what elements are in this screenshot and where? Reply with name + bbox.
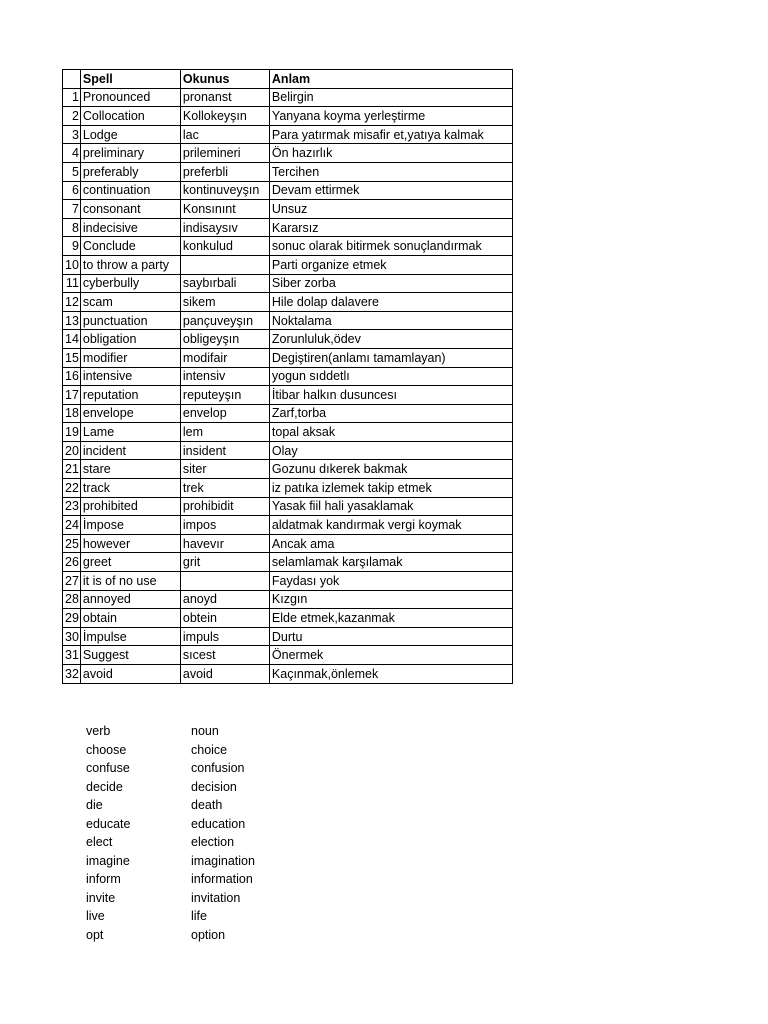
- anlam-cell: Kararsız: [269, 218, 512, 237]
- table-row: [63, 107, 513, 126]
- noun-cell: education: [191, 816, 246, 831]
- table-row: [63, 218, 513, 237]
- row-number: 21: [63, 460, 81, 479]
- table-row: [63, 88, 513, 107]
- table-row: [63, 441, 513, 460]
- row-number: 13: [63, 311, 81, 330]
- row-number: 17: [63, 386, 81, 405]
- table-row: [63, 181, 513, 200]
- spell-cell: preferably: [80, 162, 180, 181]
- verb-noun-row: [86, 889, 255, 908]
- anlam-cell: Unsuz: [269, 200, 512, 219]
- spell-cell: to throw a party: [80, 255, 180, 274]
- noun-cell: confusion: [191, 761, 245, 775]
- okunus-cell: [180, 255, 269, 274]
- verb-cell: imagine: [86, 853, 130, 868]
- anlam-cell: aldatmak kandırmak vergi koymak: [269, 516, 512, 535]
- table-row: [63, 423, 513, 442]
- noun-cell: imagination: [191, 853, 255, 868]
- anlam-cell: Kaçınmak,önlemek: [269, 665, 512, 684]
- anlam-cell: sonuc olarak bitirmek sonuçlandırmak: [269, 237, 512, 256]
- spell-cell: obligation: [80, 330, 180, 349]
- anlam-cell: Elde etmek,kazanmak: [269, 609, 512, 628]
- anlam-cell: Faydası yok: [269, 572, 512, 591]
- verb-cell: decide: [86, 779, 123, 794]
- table-row: [63, 609, 513, 628]
- row-number: 7: [63, 200, 81, 219]
- spell-cell: track: [80, 479, 180, 498]
- verb-noun-header: [86, 722, 255, 741]
- anlam-cell: Para yatırmak misafir et,yatıya kalmak: [269, 125, 512, 144]
- okunus-cell: saybırbali: [180, 274, 269, 293]
- okunus-cell: lac: [180, 125, 269, 144]
- okunus-cell: Kollokeyşın: [180, 107, 269, 126]
- row-number: 3: [63, 125, 81, 144]
- row-number: 30: [63, 627, 81, 646]
- okunus-cell: envelop: [180, 404, 269, 423]
- row-number: 5: [63, 162, 81, 181]
- spell-cell: punctuation: [80, 311, 180, 330]
- table-row: [63, 590, 513, 609]
- table-row: [63, 200, 513, 219]
- verb-cell: educate: [86, 816, 131, 831]
- verb-cell: invite: [86, 890, 116, 905]
- table-row: [63, 162, 513, 181]
- anlam-cell: Parti organize etmek: [269, 255, 512, 274]
- spell-cell: consonant: [80, 200, 180, 219]
- okunus-cell: trek: [180, 479, 269, 498]
- noun-cell: information: [191, 872, 253, 886]
- table-row: [63, 534, 513, 553]
- okunus-cell: prilemineri: [180, 144, 269, 163]
- verb-cell: inform: [86, 872, 121, 886]
- table-row: [63, 367, 513, 386]
- row-number: 10: [63, 255, 81, 274]
- table-row: [63, 237, 513, 256]
- header-spell: Spell: [80, 70, 180, 89]
- row-number: 15: [63, 348, 81, 367]
- row-number: 14: [63, 330, 81, 349]
- row-number: 25: [63, 534, 81, 553]
- table-row: [63, 572, 513, 591]
- verb-cell: live: [86, 909, 105, 923]
- table-row: [63, 311, 513, 330]
- table-row: [63, 255, 513, 274]
- row-number: 23: [63, 497, 81, 516]
- row-number: 28: [63, 590, 81, 609]
- spell-cell: indecisive: [80, 218, 180, 237]
- anlam-cell: Devam ettirmek: [269, 181, 512, 200]
- table-row: [63, 497, 513, 516]
- okunus-cell: indisaysıv: [180, 218, 269, 237]
- anlam-cell: Gozunu dıkerek bakmak: [269, 460, 512, 479]
- spell-cell: Collocation: [80, 107, 180, 126]
- table-row: [63, 386, 513, 405]
- okunus-cell: anoyd: [180, 590, 269, 609]
- okunus-cell: reputeyşın: [180, 386, 269, 405]
- noun-cell: decision: [191, 779, 237, 794]
- table-header-row: [63, 70, 513, 89]
- table-row: [63, 125, 513, 144]
- verb-cell: elect: [86, 835, 113, 849]
- okunus-cell: impuls: [180, 627, 269, 646]
- spell-cell: stare: [80, 460, 180, 479]
- spell-cell: intensive: [80, 367, 180, 386]
- row-number: 4: [63, 144, 81, 163]
- noun-cell: option: [191, 927, 226, 942]
- table-row: [63, 293, 513, 312]
- okunus-cell: avoid: [180, 665, 269, 684]
- table-row: [63, 627, 513, 646]
- okunus-cell: havevır: [180, 534, 269, 553]
- noun-cell: death: [191, 798, 223, 812]
- verb-noun-row: [86, 833, 255, 852]
- spell-cell: it is of no use: [80, 572, 180, 591]
- anlam-cell: Hile dolap dalavere: [269, 293, 512, 312]
- okunus-cell: pançuveyşın: [180, 311, 269, 330]
- row-number: 2: [63, 107, 81, 126]
- verb-noun-row: [86, 852, 255, 871]
- verb-noun-row: [86, 926, 255, 945]
- table-row: [63, 348, 513, 367]
- anlam-cell: Yanyana koyma yerleştirme: [269, 107, 512, 126]
- spell-cell: avoid: [80, 665, 180, 684]
- header-anlam: Anlam: [269, 70, 512, 89]
- anlam-cell: Ancak ama: [269, 534, 512, 553]
- anlam-cell: Ön hazırlık: [269, 144, 512, 163]
- table-row: [63, 144, 513, 163]
- row-number: 19: [63, 423, 81, 442]
- anlam-cell: Durtu: [269, 627, 512, 646]
- okunus-cell: impos: [180, 516, 269, 535]
- noun-cell: choice: [191, 742, 228, 757]
- spell-cell: preliminary: [80, 144, 180, 163]
- verb-noun-body: [86, 741, 255, 945]
- row-number: 8: [63, 218, 81, 237]
- verb-header: verb: [86, 724, 111, 738]
- header-number: [63, 70, 81, 89]
- anlam-cell: Siber zorba: [269, 274, 512, 293]
- anlam-cell: yogun sıddetlı: [269, 367, 512, 386]
- row-number: 27: [63, 572, 81, 591]
- spell-cell: prohibited: [80, 497, 180, 516]
- anlam-cell: Noktalama: [269, 311, 512, 330]
- verb-cell: opt: [86, 927, 104, 942]
- okunus-cell: obtein: [180, 609, 269, 628]
- verb-noun-row: [86, 759, 255, 778]
- spell-cell: İmpulse: [80, 627, 180, 646]
- spell-cell: modifier: [80, 348, 180, 367]
- okunus-cell: prohibidit: [180, 497, 269, 516]
- okunus-cell: insident: [180, 441, 269, 460]
- vocab-table: [62, 69, 513, 684]
- okunus-cell: siter: [180, 460, 269, 479]
- anlam-cell: İtibar halkın dusuncesı: [269, 386, 512, 405]
- spell-cell: Pronounced: [80, 88, 180, 107]
- anlam-cell: topal aksak: [269, 423, 512, 442]
- row-number: 24: [63, 516, 81, 535]
- spell-cell: continuation: [80, 181, 180, 200]
- verb-noun-row: [86, 778, 255, 797]
- noun-header: noun: [191, 724, 219, 738]
- spell-cell: cyberbully: [80, 274, 180, 293]
- table-row: [63, 274, 513, 293]
- row-number: 22: [63, 479, 81, 498]
- verb-noun-row: [86, 815, 255, 834]
- row-number: 26: [63, 553, 81, 572]
- okunus-cell: sikem: [180, 293, 269, 312]
- row-number: 16: [63, 367, 81, 386]
- verb-noun-row: [86, 907, 255, 926]
- anlam-cell: Zarf,torba: [269, 404, 512, 423]
- row-number: 32: [63, 665, 81, 684]
- row-number: 18: [63, 404, 81, 423]
- anlam-cell: selamlamak karşılamak: [269, 553, 512, 572]
- anlam-cell: Degiştiren(anlamı tamamlayan): [269, 348, 512, 367]
- row-number: 11: [63, 274, 81, 293]
- noun-cell: election: [191, 835, 235, 849]
- row-number: 31: [63, 646, 81, 665]
- table-row: [63, 460, 513, 479]
- table-row: [63, 646, 513, 665]
- vocab-table-body: [63, 88, 513, 683]
- okunus-cell: intensiv: [180, 367, 269, 386]
- anlam-cell: Zorunluluk,ödev: [269, 330, 512, 349]
- spell-cell: envelope: [80, 404, 180, 423]
- okunus-cell: lem: [180, 423, 269, 442]
- anlam-cell: Tercihen: [269, 162, 512, 181]
- spell-cell: reputation: [80, 386, 180, 405]
- anlam-cell: Yasak fiil hali yasaklamak: [269, 497, 512, 516]
- row-number: 1: [63, 88, 81, 107]
- spell-cell: annoyed: [80, 590, 180, 609]
- anlam-cell: iz patıka izlemek takip etmek: [269, 479, 512, 498]
- row-number: 12: [63, 293, 81, 312]
- okunus-cell: [180, 572, 269, 591]
- row-number: 9: [63, 237, 81, 256]
- okunus-cell: pronanst: [180, 88, 269, 107]
- anlam-cell: Kızgın: [269, 590, 512, 609]
- okunus-cell: grit: [180, 553, 269, 572]
- okunus-cell: preferbli: [180, 162, 269, 181]
- verb-noun-row: [86, 870, 255, 889]
- spell-cell: Lodge: [80, 125, 180, 144]
- table-row: [63, 516, 513, 535]
- okunus-cell: konkulud: [180, 237, 269, 256]
- spell-cell: greet: [80, 553, 180, 572]
- spell-cell: Conclude: [80, 237, 180, 256]
- anlam-cell: Olay: [269, 441, 512, 460]
- table-row: [63, 479, 513, 498]
- spell-cell: however: [80, 534, 180, 553]
- row-number: 20: [63, 441, 81, 460]
- verb-noun-row: [86, 796, 255, 815]
- spell-cell: İmpose: [80, 516, 180, 535]
- table-row: [63, 665, 513, 684]
- spell-cell: scam: [80, 293, 180, 312]
- anlam-cell: Önermek: [269, 646, 512, 665]
- okunus-cell: obligeyşın: [180, 330, 269, 349]
- spell-cell: Lame: [80, 423, 180, 442]
- noun-cell: invitation: [191, 890, 241, 905]
- verb-noun-row: [86, 741, 255, 760]
- okunus-cell: modifair: [180, 348, 269, 367]
- okunus-cell: sıcest: [180, 646, 269, 665]
- row-number: 6: [63, 181, 81, 200]
- okunus-cell: Konsınınt: [180, 200, 269, 219]
- verb-noun-list: [86, 722, 255, 944]
- spell-cell: Suggest: [80, 646, 180, 665]
- noun-cell: life: [191, 909, 207, 923]
- table-row: [63, 553, 513, 572]
- verb-cell: choose: [86, 742, 127, 757]
- header-okunus: Okunus: [180, 70, 269, 89]
- verb-cell: die: [86, 798, 103, 812]
- spell-cell: obtain: [80, 609, 180, 628]
- spell-cell: incident: [80, 441, 180, 460]
- row-number: 29: [63, 609, 81, 628]
- table-row: [63, 330, 513, 349]
- table-row: [63, 404, 513, 423]
- okunus-cell: kontinuveyşın: [180, 181, 269, 200]
- verb-cell: confuse: [86, 761, 130, 775]
- anlam-cell: Belirgin: [269, 88, 512, 107]
